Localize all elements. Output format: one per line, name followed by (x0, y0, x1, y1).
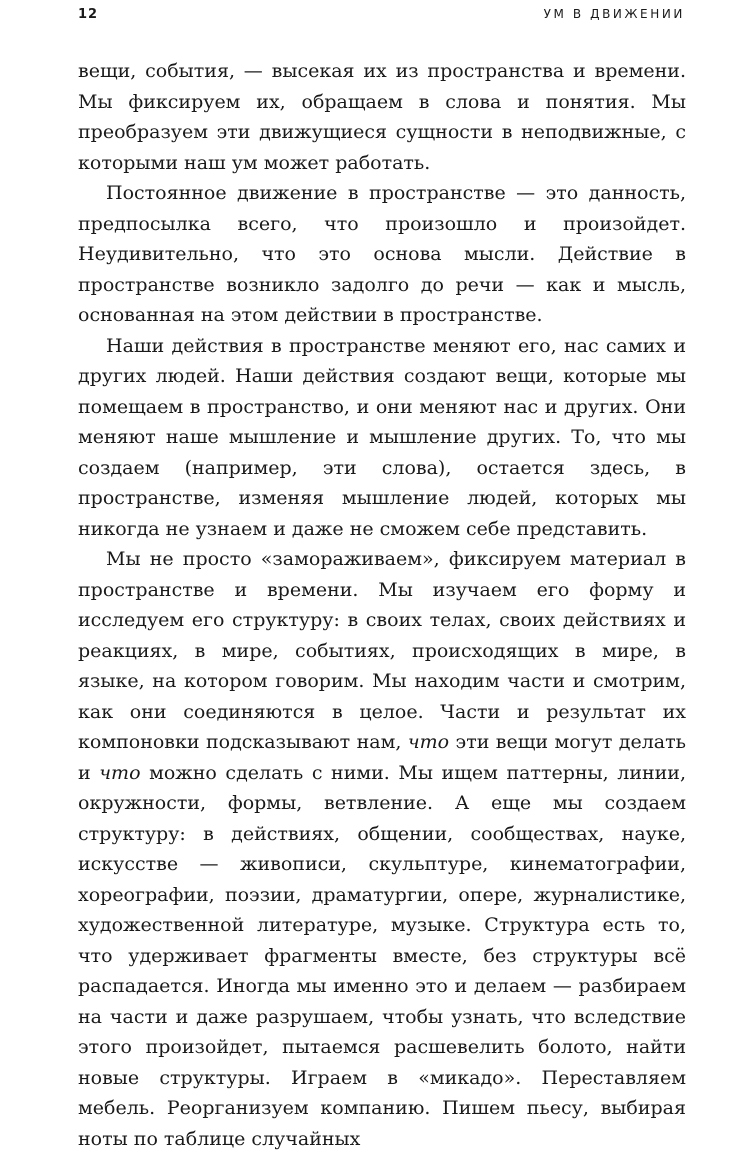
text-segment: можно сделать с ними. Мы ищем паттерны, линии, окружности, формы, ветвление. А еще мы создаем структуру: в действиях, общении, сообществах, науке, искусстве — живописи, скульптуре, кинематографии, хореографии, поэзии, драматургии, опере, журналистике, художественной литературе, музыке. Структура есть то, что удерживает фрагменты вместе, без структуры всё распадается. Иногда мы именно это и делаем — разбираем на части и даже разрушаем, чтобы узнать, что вследствие этого произойдет, пытаемся расшевелить болото, найти новые структуры. Играем в «микадо». Переставляем мебель. Реорганизуем компанию. Пишем пьесу, выбирая ноты по таблице случайных (78, 761, 687, 1150)
paragraph (78, 56, 686, 178)
paragraph (78, 331, 686, 545)
italic-text: что (99, 761, 141, 784)
text-segment: эти вещи могут делать и (78, 731, 686, 784)
italic-text: что (407, 731, 450, 753)
text-segment: Наши действия в пространстве меняют его, нас самих и других людей. Наши действия создают вещи, которые мы помещаем в пространство, и они меняют нас и других. Они меняют наше мышление и мышление других. То, что мы создаем (например, эти слова), остается здесь, в пространстве, изменяя мышление людей, которых мы никогда не узнаем и даже не сможем себе представить. (78, 334, 686, 540)
body-text (78, 56, 686, 1154)
text-segment: Постоянное движение в пространстве — это данность, предпосылка всего, что произошло и произойдет. Неудивительно, что это основа мысли. Действие в пространстве возникло задолго до речи — как и мысль, основанная на этом действии в пространстве. (78, 182, 686, 326)
paragraph (78, 544, 686, 1154)
page-header (78, 7, 685, 25)
text-segment: вещи, события, — высекая их из пространства и времени. Мы фиксируем их, обращаем в слова и понятия. Мы преобразуем эти движущиеся сущности в неподвижные, с которыми наш ум может работать. (78, 60, 686, 174)
running-head: УМ В ДВИЖЕНИИ (543, 7, 685, 21)
page-number: 12 (78, 7, 99, 22)
paragraph (78, 178, 686, 331)
text-segment: Мы не просто «замораживаем», фиксируем материал в пространстве и времени. Мы изучаем его форму и исследуем его структуру: в своих телах, своих действиях и реакциях, в мире, событиях, происходящих в мире, в языке, на котором говорим. Мы находим части и смотрим, как они соединяются в целое. Части и результат их компоновки подсказывают нам, (78, 548, 686, 753)
